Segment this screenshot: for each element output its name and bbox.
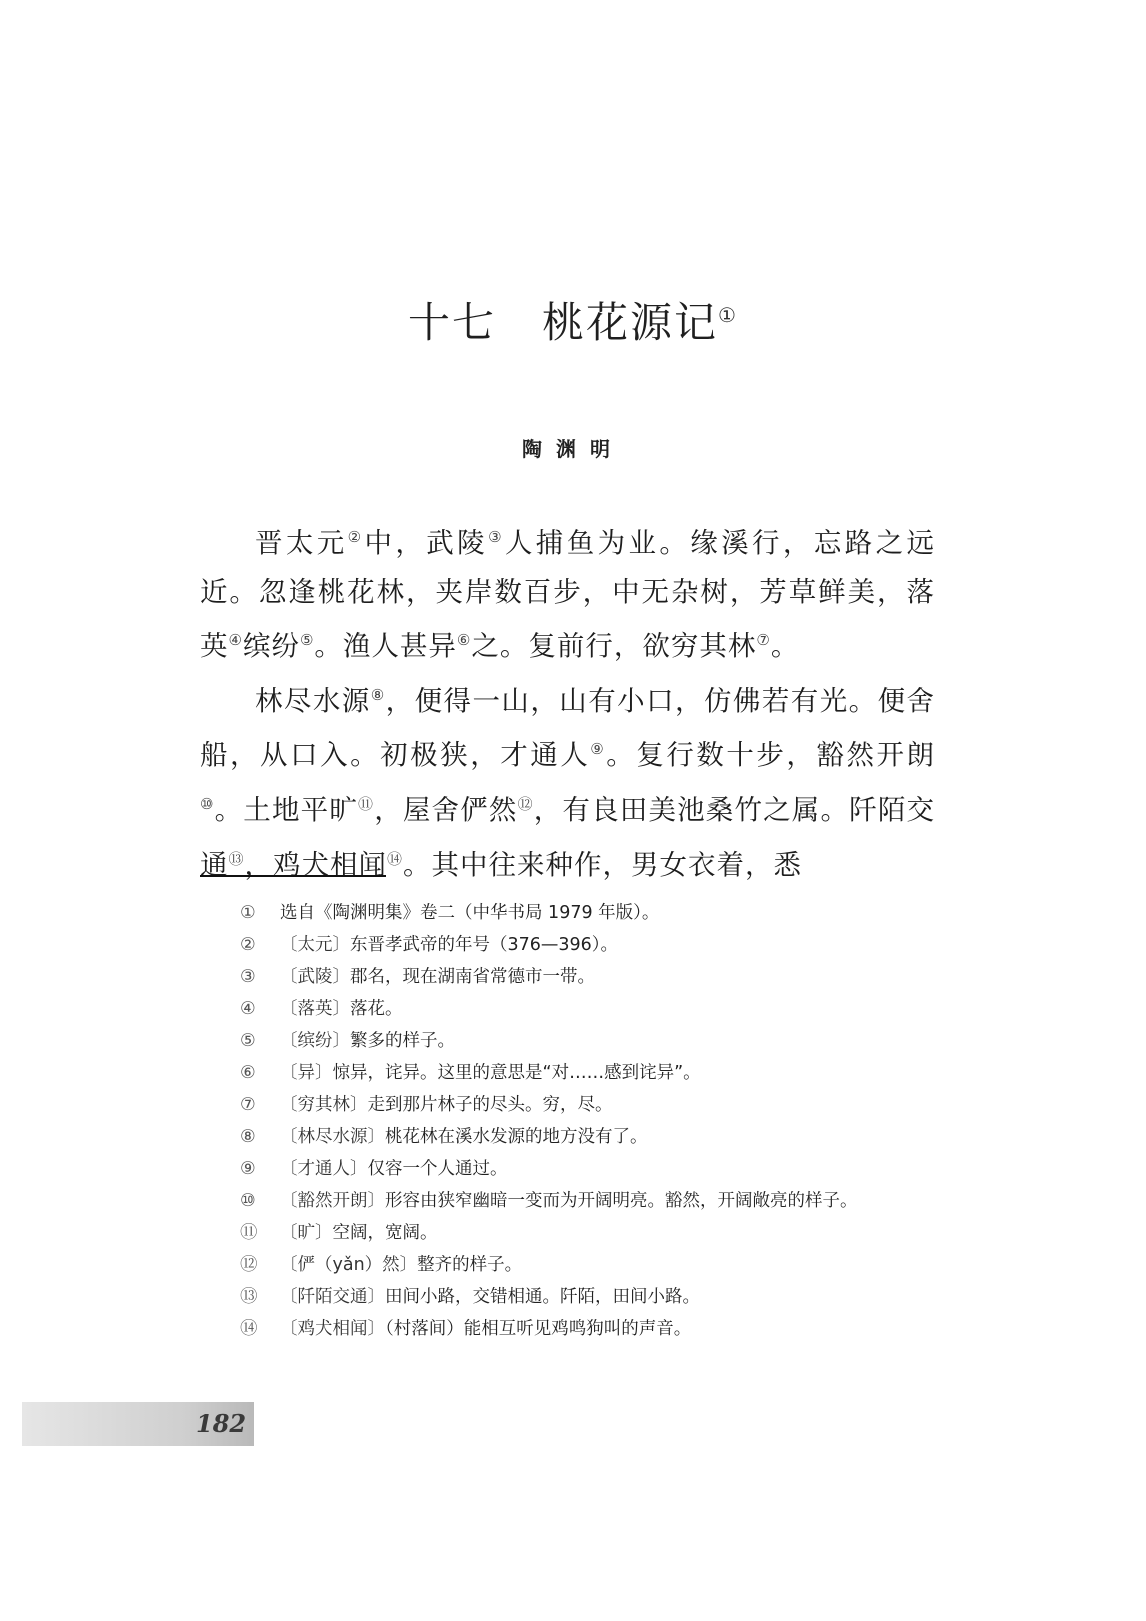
text-run: ，有良田美池桑竹之属。阡陌交通 — [200, 794, 936, 881]
text-run: ，鸡犬相闻 — [244, 848, 388, 881]
footnote-number: ⑫ — [240, 1255, 258, 1275]
footnote-text: 桃花林在溪水发源的地方没有了。 — [385, 1127, 648, 1147]
footnote — [200, 1217, 935, 1249]
footnote-text: 仅容一个人通过。 — [367, 1159, 508, 1179]
note-ref: ⑤ — [299, 631, 315, 650]
text-run: 。渔人甚异 — [314, 630, 457, 663]
footnote-term: 〔阡陌交通〕 — [280, 1287, 385, 1307]
title-note-ref: ① — [718, 303, 738, 327]
footnote-term: 〔落英〕 — [280, 999, 350, 1019]
note-ref: ⑦ — [756, 631, 771, 650]
footnote-text: 空阔，宽阔。 — [332, 1223, 438, 1243]
footnote — [200, 1249, 935, 1281]
footnote-number: ⑭ — [240, 1319, 258, 1339]
text-run: 晋太元 — [255, 527, 348, 560]
footnote-text: 形容由狭窄幽暗一变而为开阔明亮。豁然，开阔敞亮的样子。 — [385, 1191, 858, 1211]
footnote — [200, 1153, 935, 1185]
footnote-text: 东晋孝武帝的年号（376—396）。 — [350, 935, 619, 955]
note-ref: ⑩ — [200, 795, 215, 814]
footnote — [200, 1089, 935, 1121]
footnote-number: ⑤ — [240, 1031, 256, 1051]
text-run: 林尽水源 — [255, 684, 371, 717]
footnote-text: 整齐的样子。 — [417, 1255, 523, 1275]
footnotes — [200, 897, 935, 1345]
footnote-term: 〔缤纷〕 — [280, 1031, 350, 1051]
footnote-text: 繁多的样子。 — [350, 1031, 455, 1051]
footnote-number: ② — [240, 935, 256, 955]
footnote — [200, 993, 935, 1025]
footnote-text: 田间小路，交错相通。阡陌，田间小路。 — [385, 1287, 700, 1307]
note-ref: ③ — [488, 528, 505, 546]
footnote — [200, 1185, 935, 1217]
footnote-term: 〔才通人〕 — [280, 1159, 368, 1179]
note-ref: ⑨ — [590, 740, 607, 759]
note-ref: ⑪ — [358, 795, 375, 814]
footnote-term: 〔鸡犬相闻〕 — [280, 1319, 385, 1339]
footnote-term: 〔林尽水源〕 — [280, 1127, 385, 1147]
footnote-term: 〔太元〕 — [280, 935, 350, 955]
paragraph — [200, 671, 935, 890]
footnote-term: 〔穷其林〕 — [280, 1095, 368, 1115]
footnote-number: ⑥ — [240, 1063, 256, 1083]
footnote — [200, 1057, 935, 1089]
footnote-text: 落花。 — [350, 999, 403, 1019]
footnote — [200, 929, 935, 961]
footnote — [200, 961, 935, 993]
lesson-name: 桃花源记 — [542, 298, 719, 347]
footnote — [200, 897, 935, 929]
footnote-term: 〔武陵〕 — [280, 967, 350, 987]
author-name: 陶渊明 — [522, 437, 624, 461]
note-ref: ⑭ — [387, 849, 404, 868]
text-run: 。复行数十步，豁然开朗 — [606, 739, 936, 772]
note-ref: ④ — [228, 631, 243, 650]
main-text — [200, 513, 935, 889]
footnote-number: ④ — [240, 999, 256, 1019]
note-ref: ⑥ — [456, 631, 472, 650]
text-run: 。土地平旷 — [214, 794, 358, 827]
footnote — [200, 1025, 935, 1057]
text-run: ，便得一山，山有小口，仿佛若有光。便舍船，从口入。初极狭，才通人 — [200, 684, 936, 772]
note-ref: ⑧ — [370, 685, 386, 704]
footnote-divider — [200, 875, 386, 877]
footnote — [200, 1121, 935, 1153]
text-run: 中，武陵 — [364, 527, 489, 560]
note-ref: ⑫ — [517, 795, 534, 814]
text-run: 缤纷 — [242, 630, 300, 663]
footnote-term: 〔豁然开朗〕 — [280, 1191, 385, 1211]
footnote-text: 选自《陶渊明集》卷二（中华书局 1979 年版）。 — [280, 903, 660, 923]
note-ref: ⑬ — [228, 849, 245, 868]
text-run: ，屋舍俨然 — [374, 794, 518, 827]
footnote-text: （村落间）能相互听见鸡鸣狗叫的声音。 — [385, 1319, 692, 1339]
text-run: 之。复前行，欲穷其林 — [471, 630, 757, 663]
footnote-term: 〔旷〕 — [280, 1223, 333, 1243]
footnote-number: ⑬ — [240, 1287, 258, 1307]
paragraph — [200, 513, 935, 671]
footnote-number: ③ — [240, 967, 256, 987]
lesson-title — [0, 290, 1146, 350]
footnote-number: ⑧ — [240, 1127, 256, 1147]
footnote-number: ⑨ — [240, 1159, 256, 1179]
note-ref: ② — [347, 528, 365, 546]
footnote — [200, 1281, 935, 1313]
footnote-number: ⑦ — [240, 1095, 256, 1115]
footnote-text: 郡名，现在湖南省常德市一带。 — [350, 967, 595, 987]
text-run: 。其中往来种作，男女衣着，悉 — [403, 848, 803, 881]
footnote-number: ⑩ — [240, 1191, 256, 1211]
footnote-text: 走到那片林子的尽头。穷，尽。 — [367, 1095, 613, 1115]
footnote-term: 〔俨（yǎn）然〕 — [280, 1255, 418, 1275]
footnote-text: 惊异，诧异。这里的意思是“对……感到诧异”。 — [332, 1063, 701, 1083]
footnote-number: ① — [240, 903, 256, 923]
footnote — [200, 1313, 935, 1345]
footnote-number: ⑪ — [240, 1223, 258, 1243]
text-run: 。 — [770, 630, 800, 663]
footnote-term: 〔异〕 — [280, 1063, 333, 1083]
lesson-number: 十七 — [408, 298, 497, 347]
text-run: 人捕鱼为业。缘溪行，忘路之远近。忽逢桃花林，夹岸数百步，中无杂树，芳草鲜美，落英 — [200, 527, 935, 663]
page-number: 182 — [196, 1409, 247, 1438]
